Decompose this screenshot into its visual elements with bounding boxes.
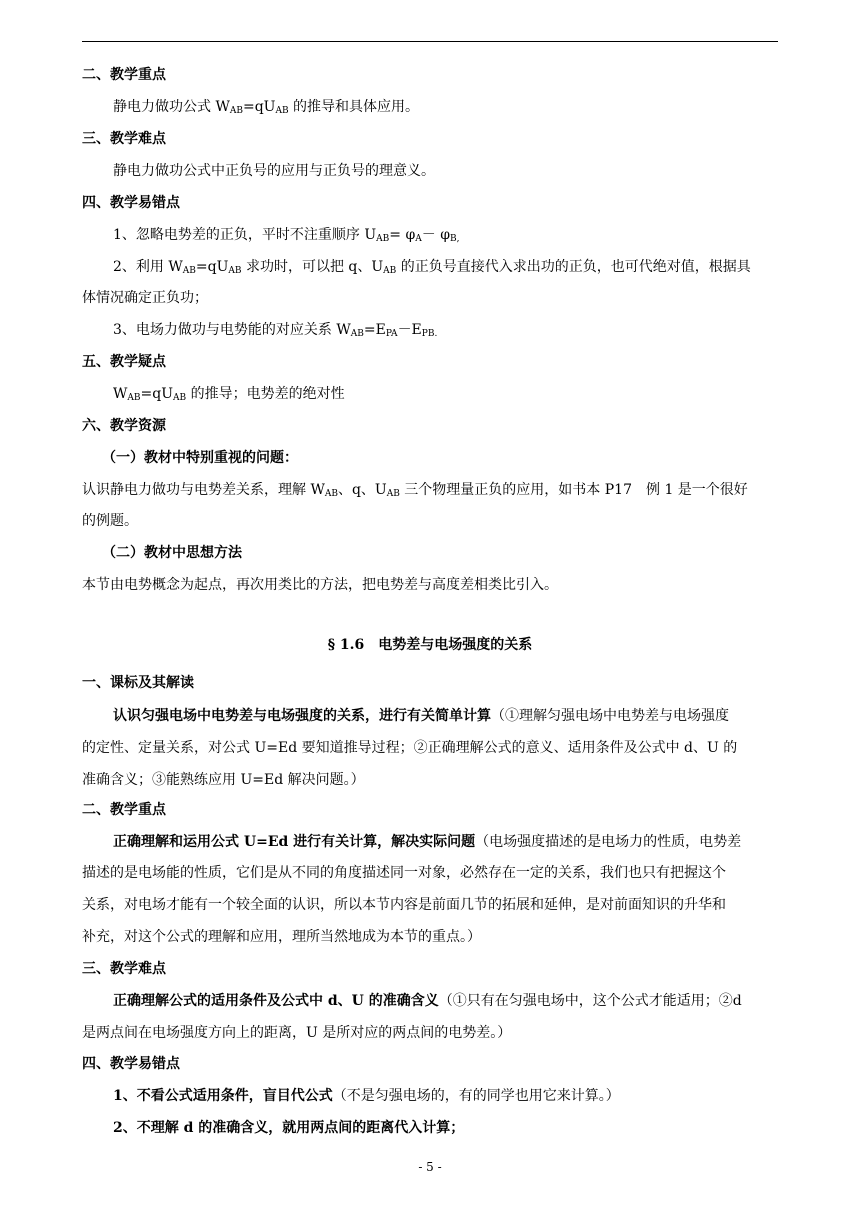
page-number: - 5 -	[418, 1160, 442, 1174]
heading-teaching-resources: 六、教学资源	[82, 418, 166, 434]
error2-item-1: 1、不看公式适用条件，盲目代公式（不是匀强电场的，有的同学也用它来计算。）	[113, 1088, 620, 1104]
heading-teaching-difficulty-2: 三、教学难点	[82, 961, 166, 977]
header-rule	[82, 41, 778, 42]
subheading-methods: （二）教材中思想方法	[102, 545, 242, 561]
heading-curriculum: 一、课标及其解读	[82, 675, 194, 691]
error-item-2-cont: 体情况确定正负功；	[82, 290, 208, 306]
heading-doubt-points: 五、教学疑点	[82, 354, 166, 370]
methods-body: 本节由电势概念为起点，再次用类比的方法，把电势差与高度差相类比引入。	[82, 577, 558, 593]
heading-error-points-2: 四、教学易错点	[82, 1056, 180, 1072]
subheading-key-issues: （一）教材中特别重视的问题：	[102, 450, 298, 466]
key-issues-body: 认识静电力做功与电势差关系，理解 $W_{AB}$、q、$U_{AB}$ 三个物理量正负的应用，如书本 P17 例 1 是一个很好	[82, 482, 748, 499]
heading-error-points: 四、教学易错点	[82, 195, 180, 211]
error-item-2: 2、利用 $W_{AB}=qU_{AB}$ 求功时，可以把 q、$U_{AB}$ 的正负号直接代入求出功的正负，也可代绝对值，根据具	[113, 259, 751, 276]
heading-teaching-focus: 二、教学重点	[82, 67, 166, 83]
curriculum-line-2: 的定性、定量关系，对公式 U=Ed 要知道推导过程；②正确理解公式的意义、适用条件及公式中 d、U 的	[82, 740, 738, 756]
focus2-line-1: 正确理解和运用公式 U=Ed 进行有关计算，解决实际问题（电场强度描述的是电场力的性质，电势差	[113, 834, 742, 850]
focus2-line-4: 补充，对这个公式的理解和应用，理所当然地成为本节的重点。）	[82, 929, 481, 945]
focus2-line-2: 描述的是电场能的性质，它们是从不同的角度描述同一对象，必然存在一定的关系，我们也只有把握这个	[82, 865, 726, 881]
key-issues-body-cont: 的例题。	[82, 513, 138, 529]
curriculum-line-1: 认识匀强电场中电势差与电场强度的关系，进行有关简单计算（①理解匀强电场中电势差与电场强度	[113, 708, 729, 724]
error2-item-2: 2、不理解 d 的准确含义，就用两点间的距离代入计算；	[113, 1120, 465, 1136]
section-title: § 1.6 电势差与电场强度的关系	[327, 637, 533, 653]
teaching-difficulty-body: 静电力做功公式中正负号的应用与正负号的理意义。	[113, 163, 435, 179]
teaching-focus-body: 静电力做功公式 $W_{AB}=qU_{AB}$ 的推导和具体应用。	[113, 99, 420, 116]
error-item-3: 3、电场力做功与电势能的对应关系 $W_{AB}=E_{PA}-E_{PB.}$	[113, 322, 438, 339]
heading-teaching-difficulty: 三、教学难点	[82, 131, 166, 147]
difficulty2-line-2: 是两点间在电场强度方向上的距离，U 是所对应的两点间的电势差。）	[82, 1025, 512, 1041]
heading-teaching-focus-2: 二、教学重点	[82, 802, 166, 818]
focus2-line-3: 关系，对电场才能有一个较全面的认识，所以本节内容是前面几节的拓展和延伸，是对前面知识的升华和	[82, 897, 726, 913]
difficulty2-line-1: 正确理解公式的适用条件及公式中 d、U 的准确含义（①只有在匀强电场中，这个公式才能适用；②d	[113, 993, 742, 1009]
curriculum-line-3: 准确含义；③能熟练应用 U=Ed 解决问题。）	[82, 772, 365, 788]
doubt-points-body: $W_{AB}=qU_{AB}$ 的推导；电势差的绝对性	[113, 386, 345, 403]
error-item-1: 1、忽略电势差的正负，平时不注重顺序 $U_{AB}= \varphi_A- \varphi_{B,}$	[113, 227, 460, 244]
